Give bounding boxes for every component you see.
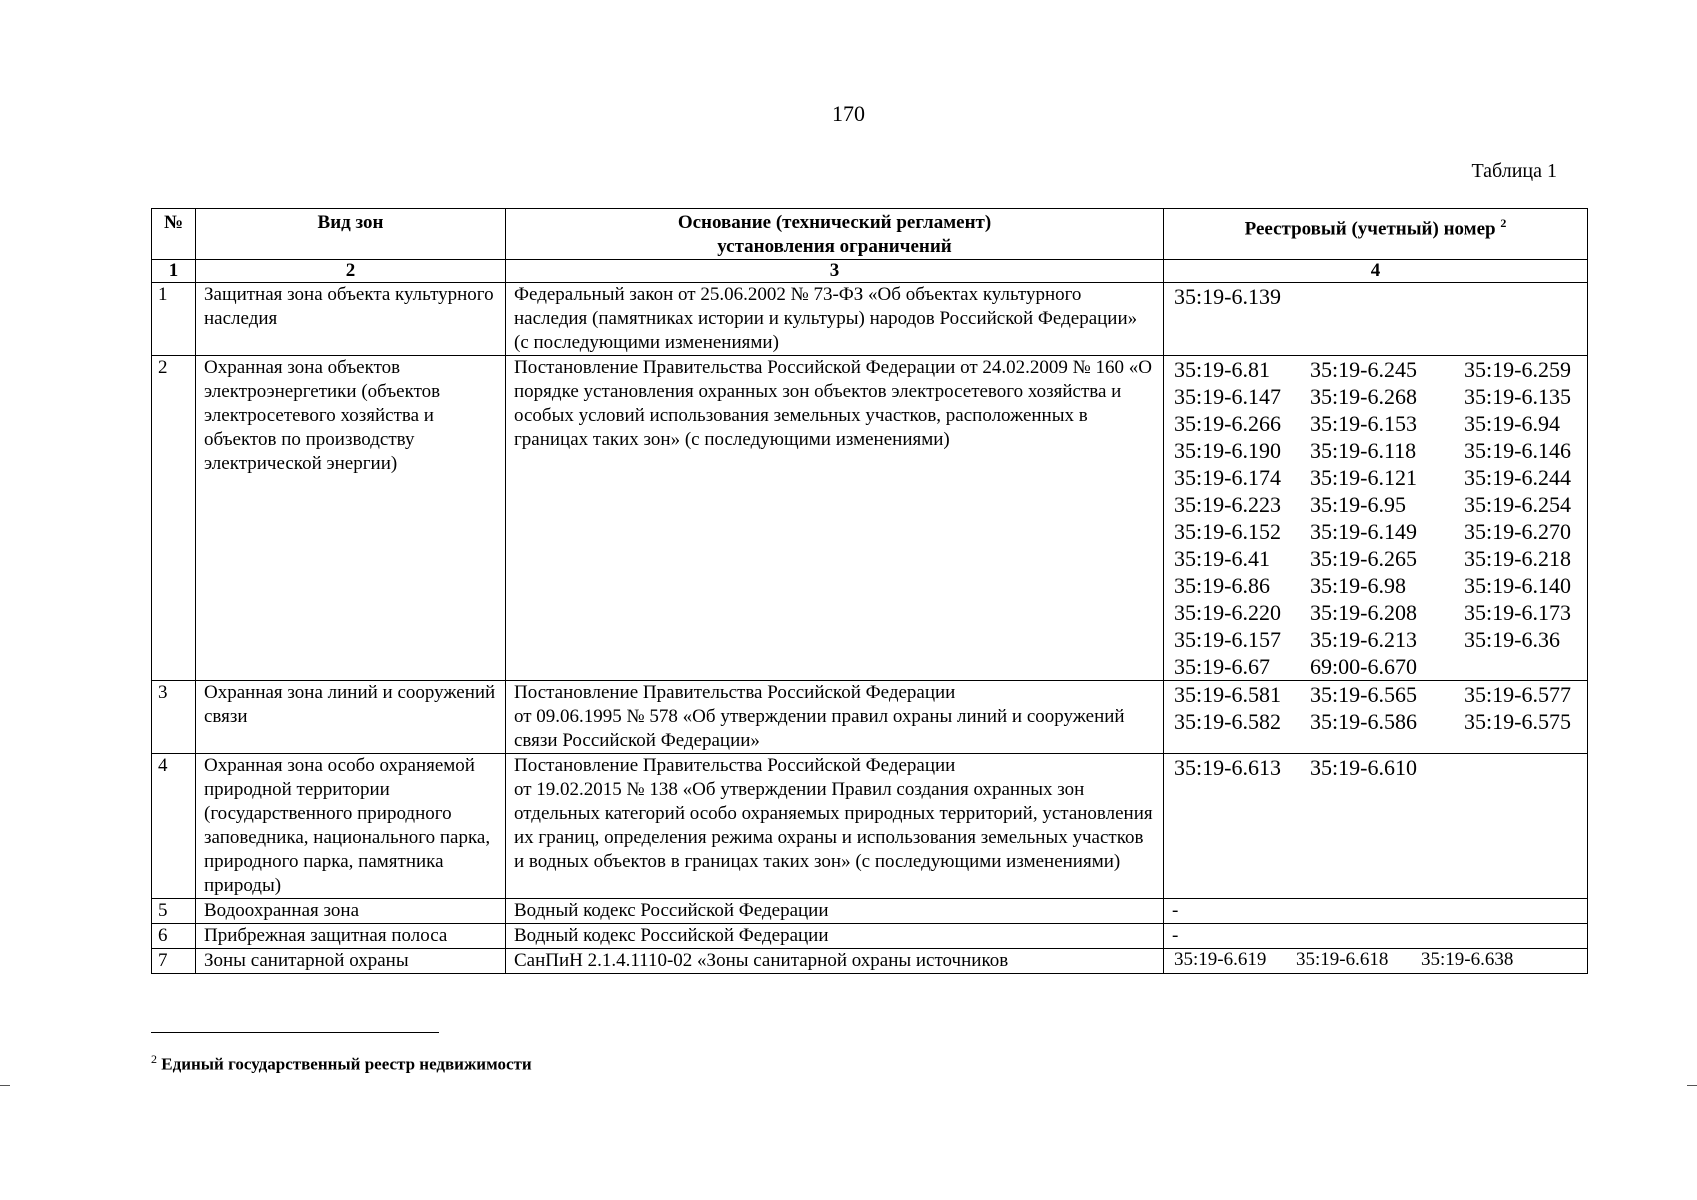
- zone-type: Прибрежная защитная полоса: [196, 924, 506, 949]
- registry-list: [1172, 283, 1579, 310]
- table-row: [152, 949, 1588, 974]
- header-basis: [506, 209, 1164, 260]
- zone-type: Зоны санитарной охраны: [196, 949, 506, 974]
- registry-numbers: -: [1164, 899, 1588, 924]
- registry-number: 35:19-6.213: [1310, 627, 1417, 652]
- registry-number: 35:19-6.67: [1174, 654, 1270, 679]
- basis: СанПиН 2.1.4.1110-02 «Зоны санитарной охраны источников: [506, 949, 1164, 974]
- column-number: 2: [196, 260, 506, 283]
- row-number: 7: [152, 949, 196, 974]
- registry-numbers: [1164, 681, 1588, 754]
- zone-type: Охранная зона объектов электроэнергетики (объектов электросетевого хозяйства и объектов по производству электрической энергии): [196, 356, 506, 681]
- row-number: 4: [152, 754, 196, 899]
- basis: Федеральный закон от 25.06.2002 № 73-ФЗ «Об объектах культурного наследия (памятниках истории и культуры) народов Российской Федерации» (с последующими изменениями): [506, 283, 1164, 356]
- registry-list: [1172, 356, 1579, 680]
- margin-mark-left: [0, 1085, 10, 1086]
- table-row: [152, 356, 1588, 681]
- registry-number: 35:19-6.147: [1174, 384, 1281, 409]
- registry-number: 35:19-6.613: [1174, 755, 1281, 780]
- registry-number: 35:19-6.98: [1310, 573, 1406, 598]
- registry-number: 35:19-6.135: [1464, 384, 1571, 409]
- registry-number: 35:19-6.36: [1464, 627, 1560, 652]
- registry-number: 35:19-6.121: [1310, 465, 1417, 490]
- registry-number: 35:19-6.575: [1464, 709, 1571, 734]
- table-row: [152, 754, 1588, 899]
- row-number: 5: [152, 899, 196, 924]
- basis: Водный кодекс Российской Федерации: [506, 924, 1164, 949]
- registry-number: 35:19-6.565: [1310, 682, 1417, 707]
- registry-list: [1172, 949, 1579, 971]
- registry-numbers: [1164, 754, 1588, 899]
- column-number: 1: [152, 260, 196, 283]
- header-basis-line1: Основание (технический регламент): [677, 212, 992, 233]
- registry-number: 35:19-6.220: [1174, 600, 1281, 625]
- registry-list: [1172, 681, 1579, 735]
- zones-table: [151, 208, 1588, 974]
- header-registry-number: [1164, 209, 1588, 260]
- registry-numbers: [1164, 949, 1588, 974]
- basis: [506, 681, 1164, 754]
- column-number: 3: [506, 260, 1164, 283]
- registry-number: 35:19-6.208: [1310, 600, 1417, 625]
- registry-number: 35:19-6.265: [1310, 546, 1417, 571]
- registry-number: 35:19-6.259: [1464, 357, 1571, 382]
- registry-number: 35:19-6.152: [1174, 519, 1281, 544]
- column-number-row: [152, 260, 1588, 283]
- zone-type: Водоохранная зона: [196, 899, 506, 924]
- table-row: [152, 283, 1588, 356]
- registry-number: 35:19-6.266: [1174, 411, 1281, 436]
- footnote-mark: 2: [151, 1052, 157, 1066]
- zone-type: Защитная зона объекта культурного наследия: [196, 283, 506, 356]
- registry-number: 35:19-6.218: [1464, 546, 1571, 571]
- registry-numbers: [1164, 356, 1588, 681]
- registry-number: 35:19-6.157: [1174, 627, 1281, 652]
- registry-number: 35:19-6.582: [1174, 709, 1281, 734]
- footnote-divider: [151, 1032, 439, 1033]
- registry-numbers: [1164, 283, 1588, 356]
- basis-line2: от 19.02.2015 № 138 «Об утверждении Правил создания охранных зон отдельных категорий особо охраняемых природных территорий, установления их границ, определения режима охраны и использования земельных участков и водных объектов в границах таких зон» (с последующими изменениями): [514, 779, 1153, 872]
- margin-mark-right: [1687, 1085, 1697, 1086]
- registry-number: 35:19-6.254: [1464, 492, 1571, 517]
- basis: Постановление Правительства Российской Федерации от 24.02.2009 № 160 «О порядке установления охранных зон объектов электросетевого хозяйства и особых условий использования земельных участков, расположенных в границах таких зон» (с последующими изменениями): [506, 356, 1164, 681]
- row-number: 1: [152, 283, 196, 356]
- registry-number: 69:00-6.670: [1310, 654, 1417, 679]
- registry-number: 35:19-6.586: [1310, 709, 1417, 734]
- registry-number: 35:19-6.618: [1296, 949, 1389, 970]
- registry-number: 35:19-6.577: [1464, 682, 1571, 707]
- header-basis-line2: установления ограничений: [717, 236, 952, 257]
- registry-number: 35:19-6.638: [1421, 949, 1514, 970]
- registry-number: 35:19-6.244: [1464, 465, 1571, 490]
- row-number: 6: [152, 924, 196, 949]
- registry-number: 35:19-6.41: [1174, 546, 1270, 571]
- registry-number: 35:19-6.81: [1174, 357, 1270, 382]
- basis-line1: Постановление Правительства Российской Федерации: [514, 682, 956, 703]
- registry-number: 35:19-6.140: [1464, 573, 1571, 598]
- registry-number: 35:19-6.190: [1174, 438, 1281, 463]
- basis-line2: от 09.06.1995 № 578 «Об утверждении правил охраны линий и сооружений связи Российской Федерации»: [514, 706, 1125, 751]
- footnote-ref: 2: [1500, 216, 1507, 230]
- registry-number: 35:19-6.268: [1310, 384, 1417, 409]
- header-registry-label: Реестровый (учетный) номер: [1244, 218, 1496, 240]
- registry-number: 35:19-6.173: [1464, 600, 1571, 625]
- registry-numbers: -: [1164, 924, 1588, 949]
- row-number: 2: [152, 356, 196, 681]
- registry-number: 35:19-6.174: [1174, 465, 1281, 490]
- registry-number: 35:19-6.139: [1174, 284, 1281, 309]
- registry-number: 35:19-6.149: [1310, 519, 1417, 544]
- table-row: [152, 681, 1588, 754]
- registry-number: 35:19-6.118: [1310, 438, 1417, 463]
- page-number: 170: [832, 101, 865, 126]
- header-zone-type: Вид зон: [196, 209, 506, 260]
- footnote-text: Единый государственный реестр недвижимости: [161, 1054, 532, 1074]
- registry-number: 35:19-6.94: [1464, 411, 1560, 436]
- registry-number: 35:19-6.146: [1464, 438, 1571, 463]
- registry-number: 35:19-6.270: [1464, 519, 1571, 544]
- row-number: 3: [152, 681, 196, 754]
- registry-number: 35:19-6.619: [1174, 949, 1267, 970]
- zone-type: Охранная зона особо охраняемой природной территории (государственного природного заповедника, национального парка, природного парка, памятника природы): [196, 754, 506, 899]
- registry-number: 35:19-6.245: [1310, 357, 1417, 382]
- basis: [506, 754, 1164, 899]
- table-row: [152, 924, 1588, 949]
- header-row: [152, 209, 1588, 260]
- registry-number: 35:19-6.223: [1174, 492, 1281, 517]
- registry-number: 35:19-6.86: [1174, 573, 1270, 598]
- table-row: [152, 899, 1588, 924]
- registry-number: 35:19-6.581: [1174, 682, 1281, 707]
- table-caption: Таблица 1: [1471, 160, 1557, 182]
- basis: Водный кодекс Российской Федерации: [506, 899, 1164, 924]
- header-number: №: [152, 209, 196, 260]
- registry-number: 35:19-6.95: [1310, 492, 1406, 517]
- column-number: 4: [1164, 260, 1588, 283]
- footnote: [151, 1052, 532, 1075]
- zone-type: Охранная зона линий и сооружений связи: [196, 681, 506, 754]
- basis-line1: Постановление Правительства Российской Федерации: [514, 755, 956, 776]
- registry-list: [1172, 754, 1579, 781]
- registry-number: 35:19-6.153: [1310, 411, 1417, 436]
- registry-number: 35:19-6.610: [1310, 755, 1417, 780]
